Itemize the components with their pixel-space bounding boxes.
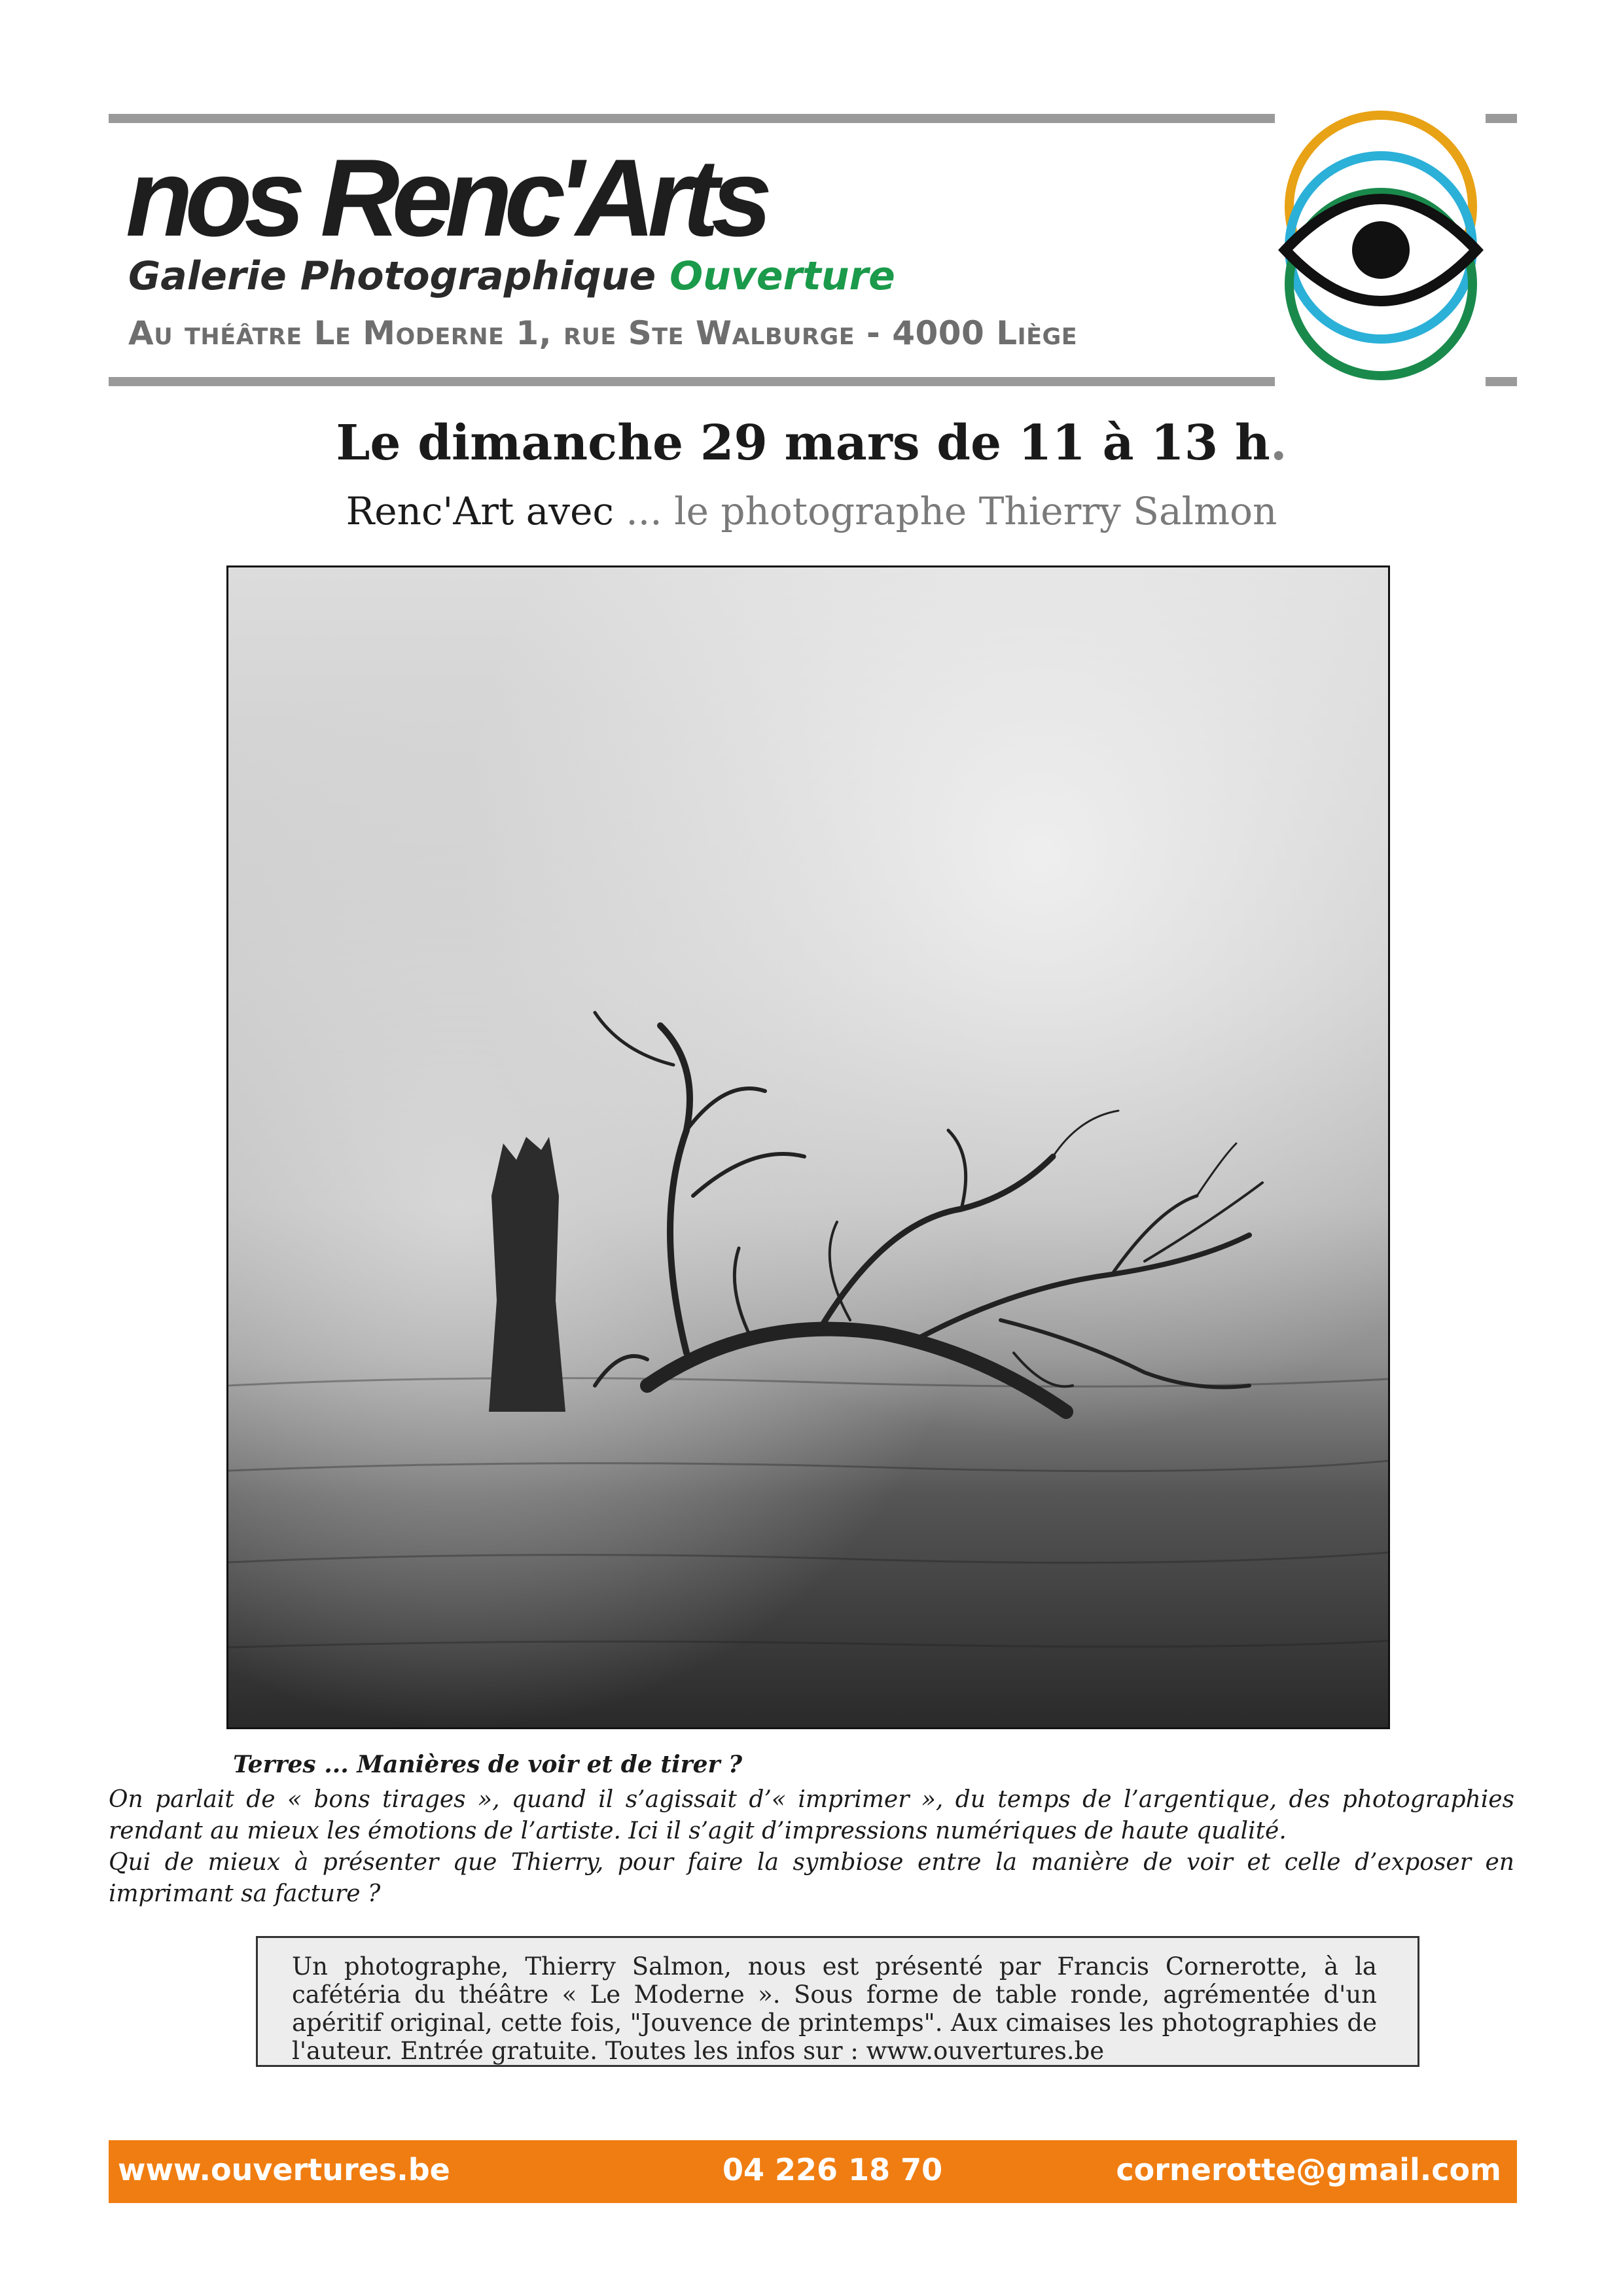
event-date: Le dimanche 29 mars de 11 à 13 h <box>336 415 1270 471</box>
subline-lead: Renc'Art avec <box>346 489 614 533</box>
gallery-name <box>128 253 895 299</box>
footer-email-link[interactable]: cornerotte@gmail.com <box>1116 2152 1501 2187</box>
footer-website-link[interactable]: www.ouvertures.be <box>118 2152 450 2187</box>
footer-bar <box>109 2140 1517 2203</box>
eye-rings-logo-icon <box>1276 109 1486 390</box>
header-rule-bottom-stub <box>1486 377 1517 386</box>
footer-phone[interactable]: 04 226 18 70 <box>722 2152 943 2187</box>
subline-photographer: ... le photographe Thierry Salmon <box>613 489 1277 533</box>
caption-title: Terres ... Manières de voir et de tirer ? <box>233 1751 743 1778</box>
header-rule-bottom <box>109 377 1275 386</box>
event-subline <box>0 489 1623 533</box>
event-info-text: Un photographe, Thierry Salmon, nous est présenté par Francis Cornerotte, à la cafétéria du théâtre « Le Moderne ». Sous forme de table ronde, agrémentée d'un apéritif original, cette fois, "Jouvence de printemps". Aux cimaises les photographies de l'auteur. Entrée gratuite. Toutes les infos sur : www.ouvertures.be <box>292 1952 1377 2065</box>
event-info-box <box>256 1936 1419 2067</box>
headline-dot: . <box>1270 415 1287 471</box>
gallery-label: Galerie Photographique <box>128 253 656 299</box>
brand-title: nos Renc'Arts <box>126 136 765 259</box>
featured-photo <box>226 565 1390 1729</box>
caption-paragraph-1: On parlait de « bons tirages », quand il s’agissait d’« imprimer », du temps de l’argentique, des photographies rendant au mieux les émotions de l’artiste. Ici il s’agit d’impressions numériques de haute qualité. <box>109 1786 1514 1844</box>
caption-body <box>109 1784 1514 1910</box>
header-rule-top-stub <box>1486 114 1517 123</box>
misty-landscape-photo <box>228 567 1388 1727</box>
logo-eye-pupil <box>1352 221 1410 279</box>
gallery-accent: Ouverture <box>669 253 895 299</box>
tree-stump <box>489 1137 565 1412</box>
venue-address: Au théâtre Le Moderne 1, rue Ste Walburge - 4000 Liège <box>128 314 1078 352</box>
event-headline <box>0 415 1623 471</box>
header-rule-top <box>109 114 1275 123</box>
caption-paragraph-2: Qui de mieux à présenter que Thierry, pour faire la symbiose entre la manière de voir et celle d’exposer en imprimant sa facture ? <box>109 1849 1514 1907</box>
